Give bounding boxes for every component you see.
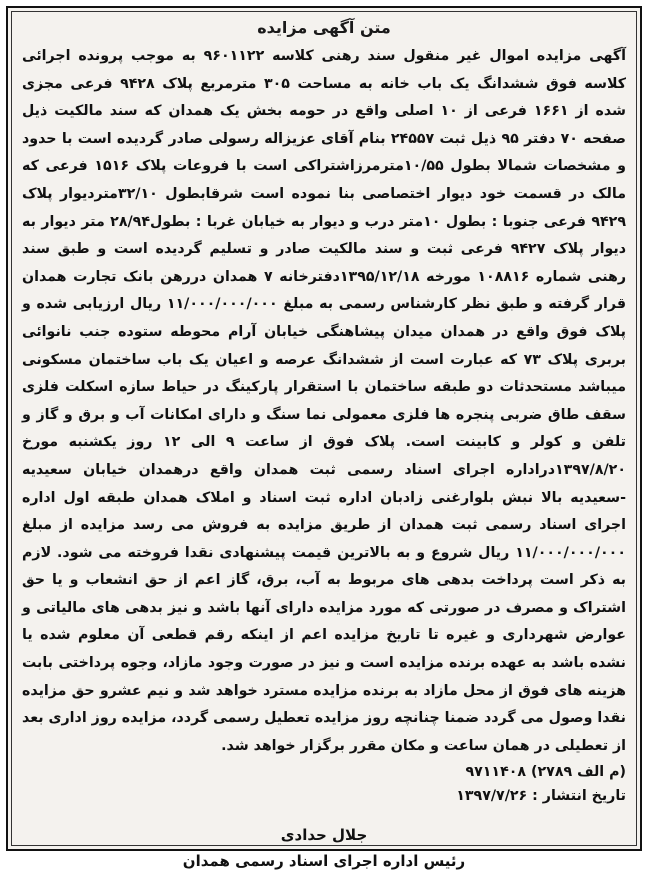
reference-number: (م الف ۲۷۸۹) ۹۷۱۱۴۰۸ (465, 764, 626, 781)
auction-notice (22, 18, 626, 874)
notice-body: آگهی مزایده اموال غیر منقول سند رهنی کلاسه ۹۶۰۱۱۲۲ به موجب پرونده اجرائی کلاسه فوق ششدانگ یک باب خانه به مساحت ۳۰۵ مترمربع پلاک ۹۴۲۸ فرعی مجزی شده از ۱۶۶۱ فرعی از ۱۰ اصلی واقع در حومه بخش یک همدان که سند مالکیت ذیل صفحه ۷۰ دفتر ۹۵ ذیل ثبت ۲۴۵۵۷ بنام آقای عزیزاله رسولی صادر گردیده است با حدود و مشخصات شمالا بطول ۱۰/۵۵مترمرزاشتراکی است با فروعات پلاک ۱۵۱۶ فرعی که مالک در قسمت خود دیوار اختصاصی بنا نموده است شرقابطول ۳۲/۱۰متردیوار پلاک ۹۴۲۹ فرعی جنوبا : بطول ۱۰متر درب و دیوار به خیابان غربا : بطول۲۸/۹۴ متر دیوار به دیوار پلاک ۹۴۲۷ فرعی ثبت و سند مالکیت صادر و تسلیم گردیده است و طبق سند رهنی شماره ۱۰۸۸۱۶ مورخه ۱۳۹۵/۱۲/۱۸دفترخانه ۷ همدان دررهن بانک تجارت همدان قرار گرفته و طبق نظر کارشناس رسمی به مبلغ ۱۱/۰۰۰/۰۰۰/۰۰۰ ریال ارزیابی شده و پلاک فوق واقع در همدان میدان پیشاهنگی خیابان آرام محوطه ستوده جنب نانوائی بربری پلاک ۷۳ که عبارت است از ششدانگ عرصه و اعیان یک باب ساختمان مسکونی میباشد مستحدثات دو طبقه ساختمان با استقرار پارکینگ در حیاط سازه اسکلت فلزی سقف طاق ضربی پنجره ها فلزی معمولی نما سنگ و دارای امکانات آب و برق و گاز و تلفن و کولر و کابینت است. پلاک فوق از ساعت ۹ الی ۱۲ روز یکشنبه مورخ ۱۳۹۷/۸/۲۰دراداره اجرای اسناد رسمی ثبت همدان واقع درهمدان خیابان سعیدیه -سعیدیه بالا نبش بلوارغنی زادبان اداره ثبت اسناد و املاک همدان طبقه اول اداره اجرای اسناد رسمی ثبت همدان از طریق مزایده به فروش می رسد مزایده از مبلغ ۱۱/۰۰۰/۰۰۰/۰۰۰ ریال شروع و به بالاترین قیمت پیشنهادی نقدا فروخته می شود. لازم به ذکر است پرداخت بدهی های مربوط به آب، برق، گاز اعم از حق انشعاب و یا حق اشتراک و مصرف در صورتی که مورد مزایده دارای آنها باشد و نیز بدهی های مالیاتی و عوارض شهرداری و غیره تا تاریخ مزایده اعم از اینکه رقم قطعی آن معلوم شده یا نشده باشد به عهده برنده مزایده است و نیز در صورت وجود مازاد، وجوه پرداختی بابت هزینه های فوق از محل مازاد به برنده مزایده مسترد خواهد شد و نیم عشرو حق مزایده نقدا وصول می گردد ضمنا چنانچه روز مزایده تعطیل رسمی گردد، مزایده روز اداری بعد از تعطیلی در همان ساعت و مکان مقرر برگزار خواهد شد. (22, 48, 626, 754)
notice-title: متن آگهی مزایده (257, 18, 391, 37)
signature-block (22, 822, 626, 874)
signatory-title: رئیس اداره اجرای اسناد رسمی همدان (182, 852, 466, 871)
signatory-name: جلال حدادی (280, 826, 368, 845)
publication-date: تاریخ انتشار : ۱۳۹۷/۷/۲۶ (456, 788, 626, 805)
notice-frame (6, 6, 642, 871)
